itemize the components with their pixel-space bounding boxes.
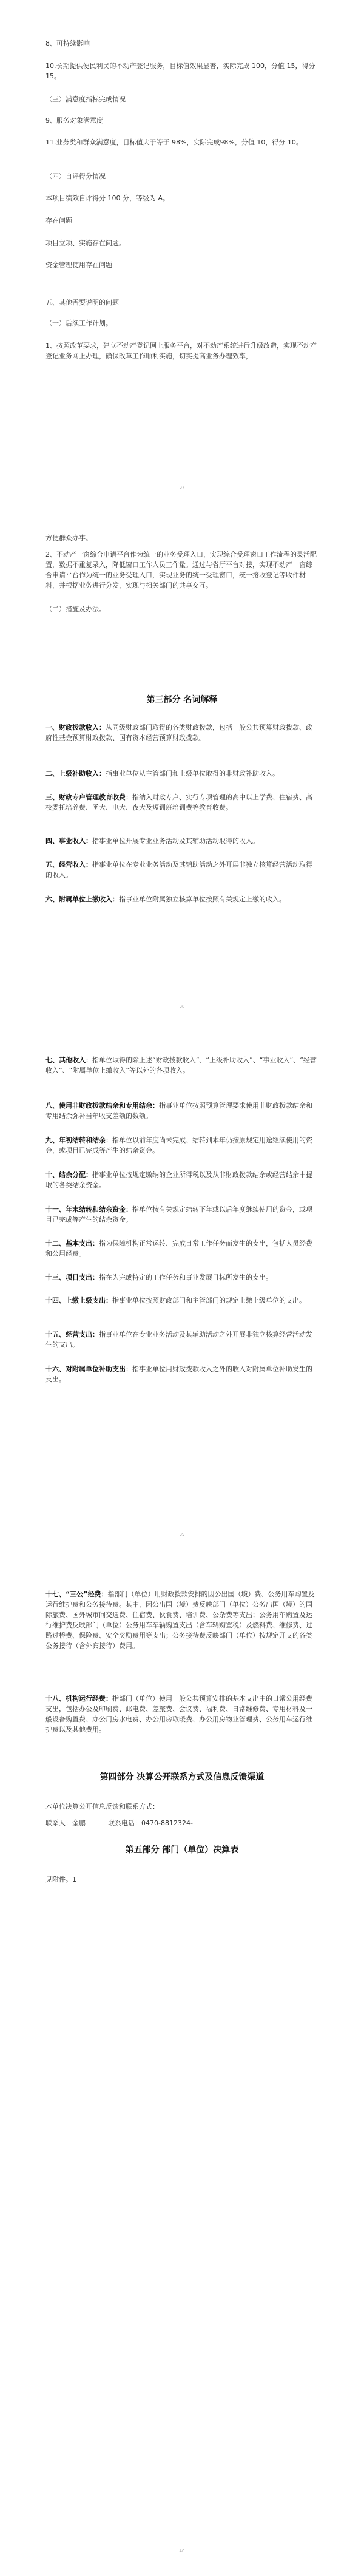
- p1-line-6: （四）自评得分情况: [46, 172, 106, 180]
- term-6: [46, 894, 318, 904]
- p1-line-2: 10.长期提供便民利民的不动产登记服务，目标值效果显著，实际完成 100，分值 15，得分 15。: [46, 62, 315, 80]
- p1-line-5: 11.业务类和群众满意度，目标值大于等于 98%，实际完成98%，分值 10，得分 10。: [46, 138, 303, 146]
- term-2-label: 二、上级补助收入：: [46, 770, 106, 778]
- p2-line-3: （二）措施及办法。: [46, 605, 106, 613]
- p1-line-12: （一）后续工作计划。: [46, 319, 112, 327]
- term-14-label: 十四、上缴上级支出：: [46, 1296, 112, 1304]
- term-6-text: 指事业单位附属独立核算单位按照有关规定上缴的收入。: [119, 895, 286, 903]
- contact-intro: 本单位决算公开信息反馈和联系方式：: [46, 1803, 159, 1811]
- term-2: [46, 768, 318, 779]
- p2-line-2: 2、不动产一窗综合申请平台作为统一的业务受理入口，实现综合受理窗口工作流程的灵活配置，数据不重复录入，降低窗口工作人员工作量。通过与省厅平台对接，实现不动产一窗综合申请平台作为统一的业务受理入口，实现业务的统一受理窗口，统一接收登记等收件材料，并根据业务进行分发，实现与相关部门的共享交互。: [46, 551, 317, 589]
- term-18-label: 十八、机构运行经费：: [46, 1695, 112, 1703]
- phone-number: 0470-8812324-: [141, 1819, 193, 1827]
- term-15: [46, 1329, 318, 1350]
- term-6-label: 六、附属单位上缴收入：: [46, 895, 119, 903]
- term-15-text: 指事业单位在专业业务活动及其辅助活动之外开展非独立核算经营活动发生的支出。: [46, 1330, 312, 1349]
- section-title-3: 第三部分 名词解释: [146, 695, 218, 705]
- term-3-label: 三、财政专户管理教育收费：: [46, 793, 132, 801]
- term-2-text: 指事业单位从主管部门和上级单位取得的非财政补助收入。: [106, 770, 279, 778]
- document-page-2: [0, 522, 364, 1020]
- term-16: [46, 1364, 318, 1385]
- term-7: [46, 1055, 318, 1076]
- contact-line: [46, 1818, 318, 1828]
- term-1-text: 从同级财政部门取得的各类财政拨款，包括一般公共预算财政拨款、政府性基金预算财政拨款、国有资本经营预算财政拨款。: [46, 724, 312, 742]
- p1-line-7: 本项目绩效自评得分 100 分，等级为 A。: [46, 194, 170, 202]
- p1-line-9: 项目立项、实施存在问题。: [46, 239, 126, 247]
- p2-line-1: 方便群众办事。: [46, 534, 92, 542]
- p1-line-4: 9、服务对象满意度: [46, 117, 103, 124]
- p1-line-8: 存在问题: [46, 217, 72, 225]
- term-8: [46, 1100, 318, 1121]
- term-17-label: 十七、“三公”经费：: [46, 1590, 108, 1598]
- term-12-text: 指为保障机构正常运转、完成日常工作任务而发生的支出，包括人员经费和公用经费。: [46, 1239, 312, 1258]
- term-16-text: 指事业单位用财政拨款收入之外的收入对附属单位补助发生的支出。: [46, 1365, 312, 1383]
- term-5-label: 五、经营收入：: [46, 861, 92, 869]
- term-9: [46, 1135, 318, 1156]
- term-17-text: 指部门（单位）用财政拨款安排的因公出国（境）费、公务用车购置及运行维护费和公务接待费。其中，因公出国（境）费反映部门（单位）公务出国（境）的国际旅费、国外城市间交通费、住宿费、伙食费、培训费、公杂费等支出；公务用车购置及运行维护费反映部门（单位）公务用车车辆购置支出（含车辆购置税）及燃料费、维修费、过路过桥费、保险费、安全奖励费用等支出；公务接待费反映部门（单位）按规定开支的各类公务接待（含外宾接待）费用。: [46, 1590, 315, 1650]
- page-number-2: 38: [179, 1004, 185, 1009]
- p1-line-1: 8、可持续影响: [46, 39, 90, 47]
- term-3: [46, 792, 318, 813]
- term-13-label: 十三、项目支出：: [46, 1273, 99, 1281]
- term-10-label: 十、结余分配：: [46, 1171, 92, 1179]
- term-17: [46, 1589, 318, 1651]
- term-18: [46, 1693, 318, 1735]
- term-5-text: 指事业单位在专业业务活动及其辅助活动之外开展非独立核算经营活动取得的收入。: [46, 861, 312, 879]
- term-13-text: 指在为完成特定的工作任务和事业发展目标所发生的支出。: [99, 1273, 272, 1281]
- term-10-text: 指事业单位按规定缴纳的企业所得税以及从非财政拨款结余或经营结余中提取的各类结余资金。: [46, 1171, 312, 1189]
- attachment-note: 见附件。1: [46, 1876, 76, 1883]
- term-10: [46, 1170, 318, 1190]
- term-4-text: 指事业单位开展专业业务活动及其辅助活动取得的收入。: [92, 837, 259, 845]
- p1-line-13: 1、按照改革要求，建立不动产登记网上服务平台，对不动产系统进行升级改造，实现不动产登记业务网上办理，确保改革工作顺利实施，切实提高业务办理效率，: [46, 342, 317, 360]
- term-4-label: 四、事业收入：: [46, 837, 92, 845]
- term-4: [46, 836, 318, 846]
- section-title-5: 第五部分 部门（单位）决算表: [125, 1845, 239, 1855]
- section-title-4: 第四部分 决算公开联系方式及信息反馈渠道: [99, 1772, 265, 1782]
- term-13: [46, 1272, 318, 1283]
- term-12-label: 十二、基本支出：: [46, 1239, 99, 1247]
- term-18-text: 指部门（单位）使用一般公共预算安排的基本支出中的日常公用经费支出，包括办公及印刷费、邮电费、差旅费、会议费、福利费、日常维修费、专用材料及一般设备购置费、办公用房水电费、办公用房取暖费、办公用房物业管理费、公务用车运行维护费以及其他费用。: [46, 1695, 312, 1734]
- page-number-3: 39: [179, 1532, 185, 1537]
- document-page-4: [0, 1578, 364, 2576]
- term-7-label: 七、其他收入：: [46, 1056, 92, 1064]
- term-9-label: 九、年初结转和结余：: [46, 1136, 112, 1144]
- term-14-text: 指事业单位按照财政部门和主管部门的规定上缴上级单位的支出。: [112, 1296, 306, 1304]
- term-8-text: 指事业单位按照预算管理要求使用非财政拨款结余和专用结余弥补当年收支差额的数额。: [46, 1102, 312, 1120]
- term-14: [46, 1295, 318, 1306]
- term-1: [46, 722, 318, 743]
- term-7-text: 指单位取得的除上述“财政拨款收入”、“上级补助收入”、“事业收入”、“经营收入”、“附属单位上缴收入”等以外的各项收入。: [46, 1056, 317, 1074]
- term-11-text: 指单位按有关规定结转下年或以后年度继续使用的资金，或项目已完成等产生的结余资金。: [46, 1205, 312, 1224]
- page-number-1: 37: [179, 485, 185, 490]
- term-11: [46, 1204, 318, 1225]
- term-16-label: 十六、对附属单位补助支出：: [46, 1365, 132, 1373]
- phone-label: 联系电话：: [108, 1819, 141, 1827]
- term-11-label: 十一、年末结转和结余资金：: [46, 1205, 132, 1213]
- document-page-3: [0, 1044, 364, 1554]
- term-1-label: 一、财政拨款收入：: [46, 724, 106, 731]
- p1-line-10: 资金管理使用存在问题: [46, 261, 112, 269]
- contact-label: 联系人：: [46, 1819, 72, 1827]
- p1-line-3: （三）满意度指标完成情况: [46, 95, 126, 103]
- term-3-text: 指纳入财政专户、实行专项管理的高中以上学费、住宿费、高校委托培养费、函大、电大、夜大及短训班培训费等教育收费。: [46, 793, 312, 812]
- contact-name: 金鹏: [72, 1819, 86, 1827]
- term-15-label: 十五、经营支出：: [46, 1330, 99, 1338]
- document-page-1: [0, 0, 364, 498]
- term-8-label: 八、使用非财政拨款结余和专用结余：: [46, 1102, 159, 1110]
- term-12: [46, 1238, 318, 1259]
- term-5: [46, 859, 318, 880]
- term-9-text: 指单位以前年度尚未完成、结转到本年仍按原规定用途继续使用的资金，或项目已完成等产生的结余资金。: [46, 1136, 312, 1154]
- page-number-4: 40: [179, 2549, 185, 2554]
- p1-line-11: 五、其他需要说明的问题: [46, 299, 119, 307]
